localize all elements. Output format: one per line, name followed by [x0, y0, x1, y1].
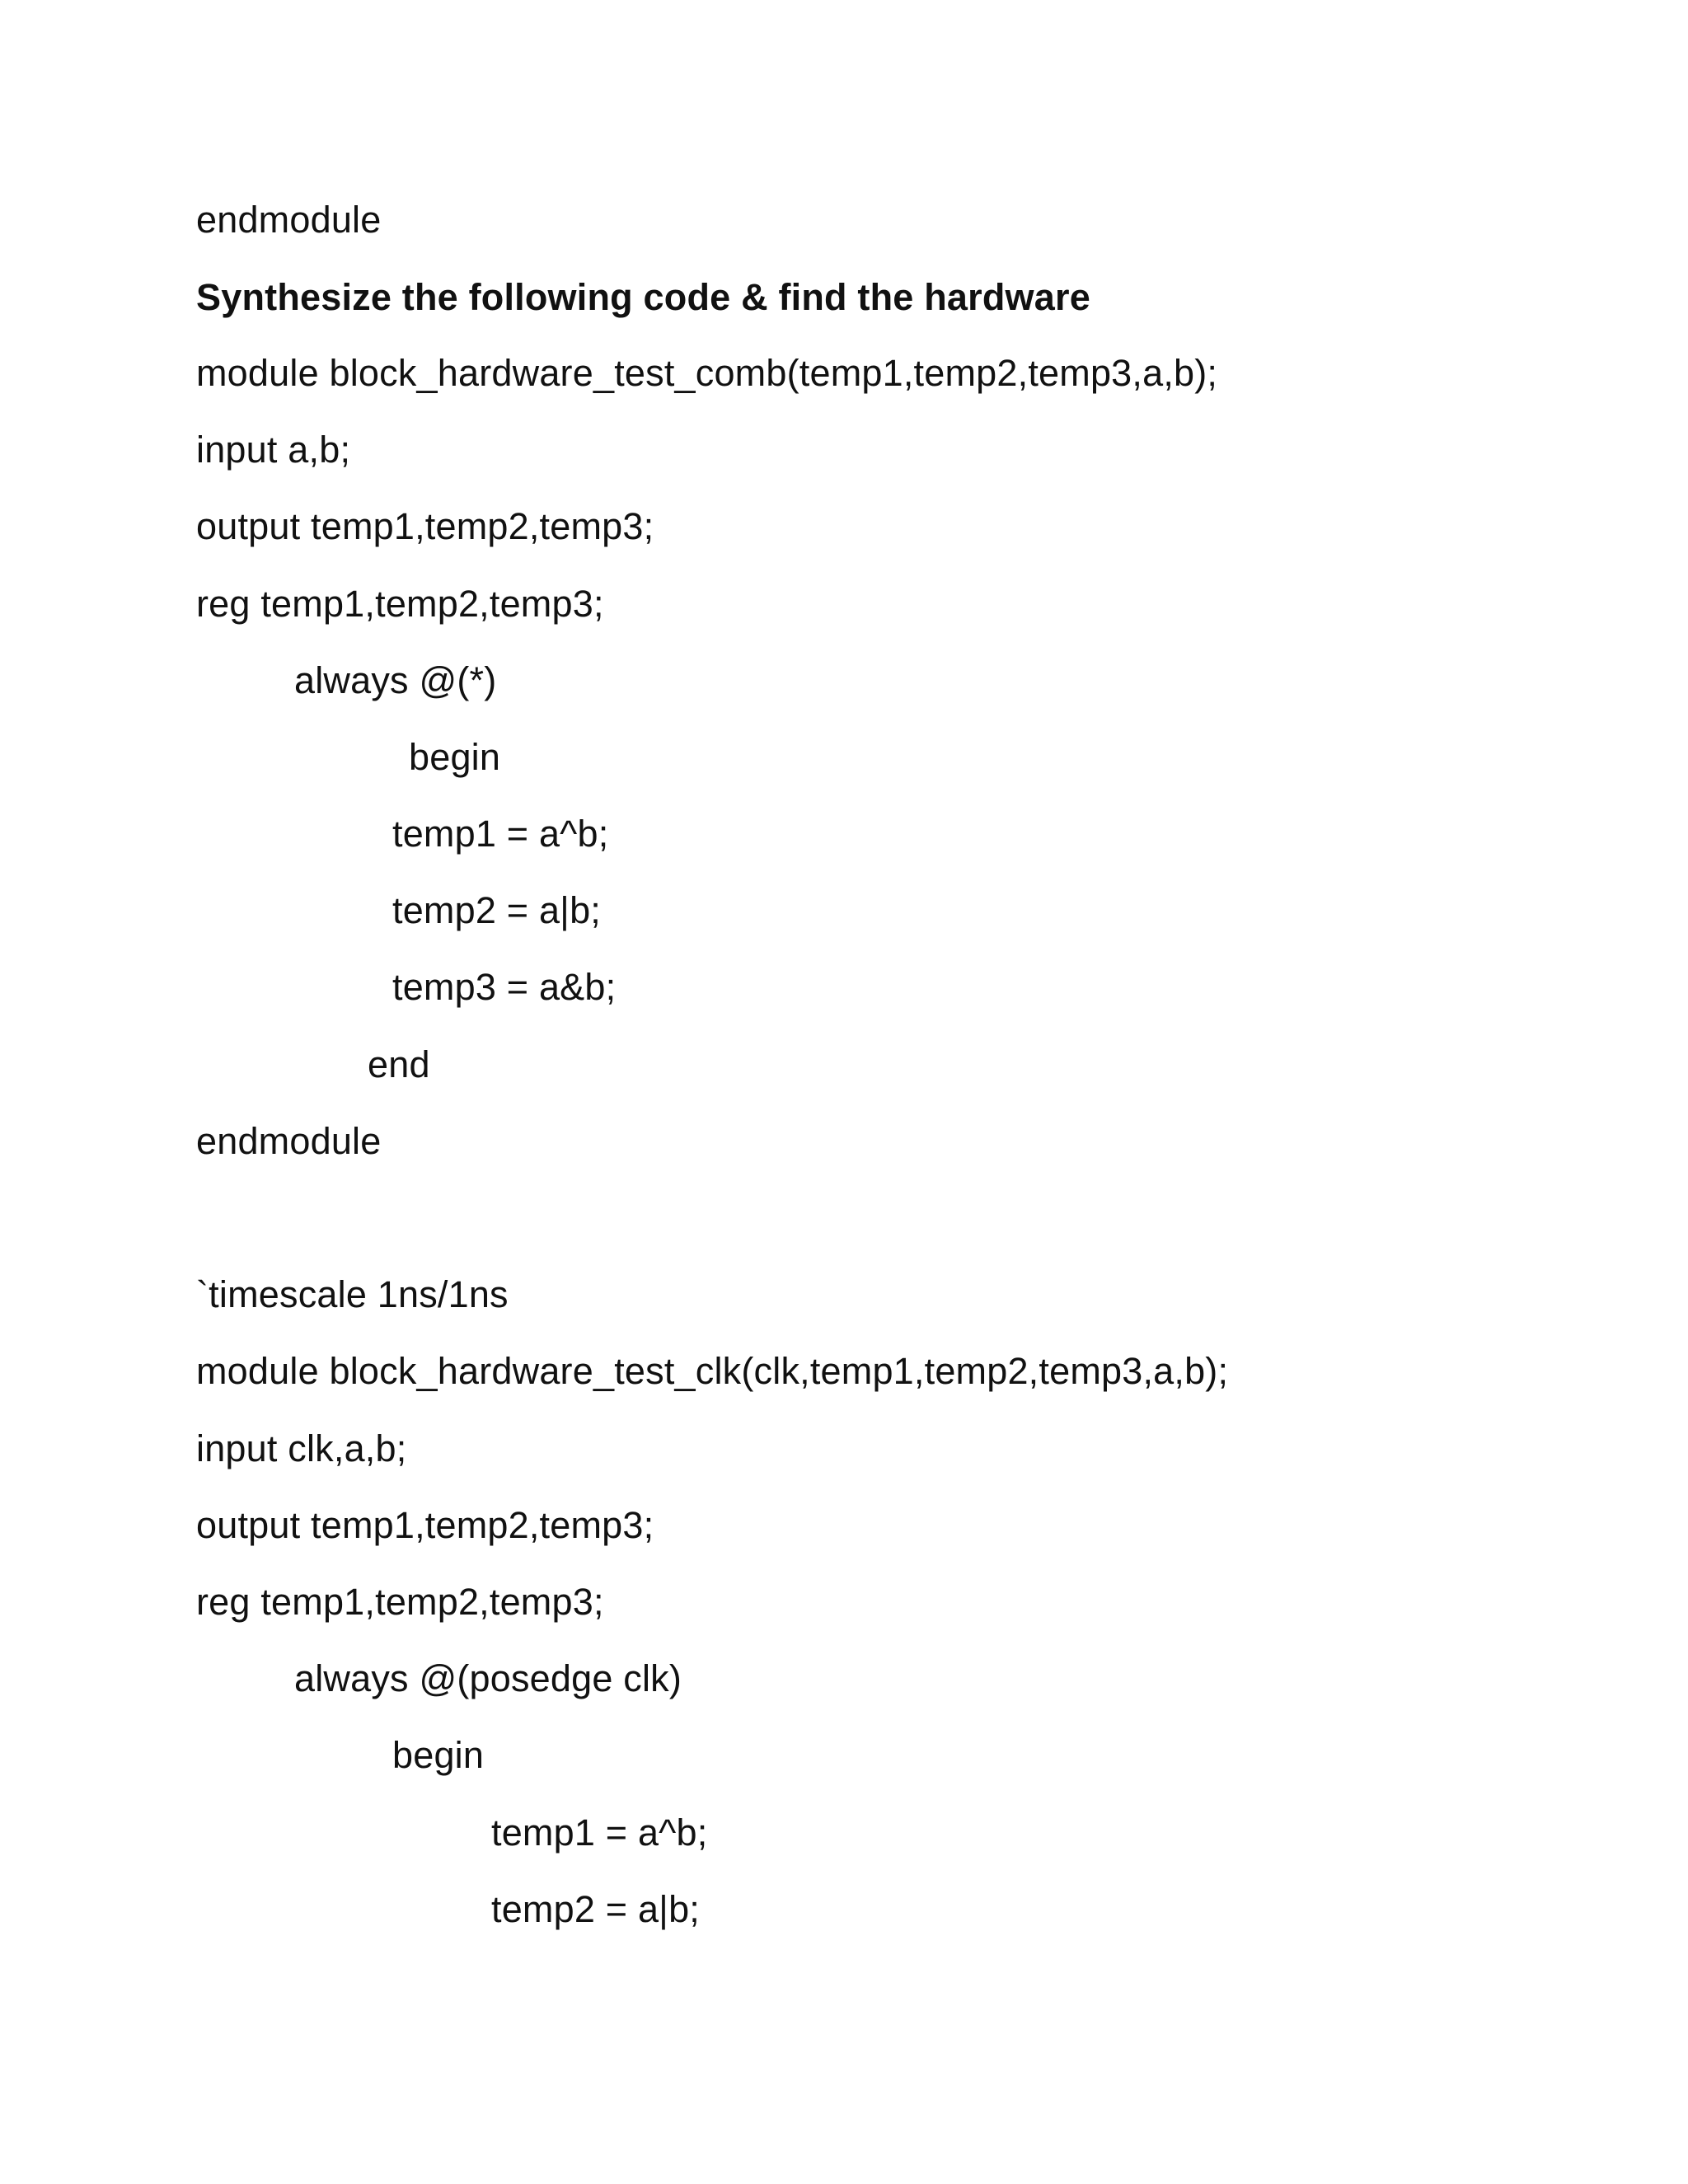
code-line-input-clk: input clk,a,b;: [196, 1427, 407, 1469]
code-line-module-comb: module block_hardware_test_comb(temp1,temp2,temp3,a,b);: [196, 352, 1218, 394]
code-line-reg-clk: reg temp1,temp2,temp3;: [196, 1581, 604, 1623]
code-line-output-clk: output temp1,temp2,temp3;: [196, 1504, 654, 1546]
code-line-output-comb: output temp1,temp2,temp3;: [196, 505, 654, 547]
code-line-endmodule-1: endmodule: [196, 199, 382, 241]
code-line-input-comb: input a,b;: [196, 429, 351, 471]
code-line-reg-comb: reg temp1,temp2,temp3;: [196, 583, 604, 625]
code-line-end-comb: end: [368, 1043, 430, 1085]
code-line-always-comb: always @(*): [294, 659, 497, 701]
code-line-begin-comb: begin: [409, 736, 501, 778]
code-line-temp1-clk: temp1 = a^b;: [491, 1811, 708, 1854]
code-line-timescale: `timescale 1ns/1ns: [196, 1273, 509, 1315]
code-line-temp2-clk: temp2 = a|b;: [491, 1888, 700, 1930]
code-line-always-clk: always @(posedge clk): [294, 1657, 682, 1699]
code-line-temp2-comb: temp2 = a|b;: [392, 889, 601, 931]
code-line-module-clk: module block_hardware_test_clk(clk,temp1,temp2,temp3,a,b);: [196, 1350, 1229, 1392]
section-heading: Synthesize the following code & find the hardware: [196, 276, 1090, 318]
code-line-temp1-comb: temp1 = a^b;: [392, 813, 609, 855]
code-line-temp3-comb: temp3 = a&b;: [392, 966, 617, 1008]
code-line-endmodule-2: endmodule: [196, 1120, 382, 1162]
code-line-begin-clk: begin: [392, 1734, 485, 1776]
